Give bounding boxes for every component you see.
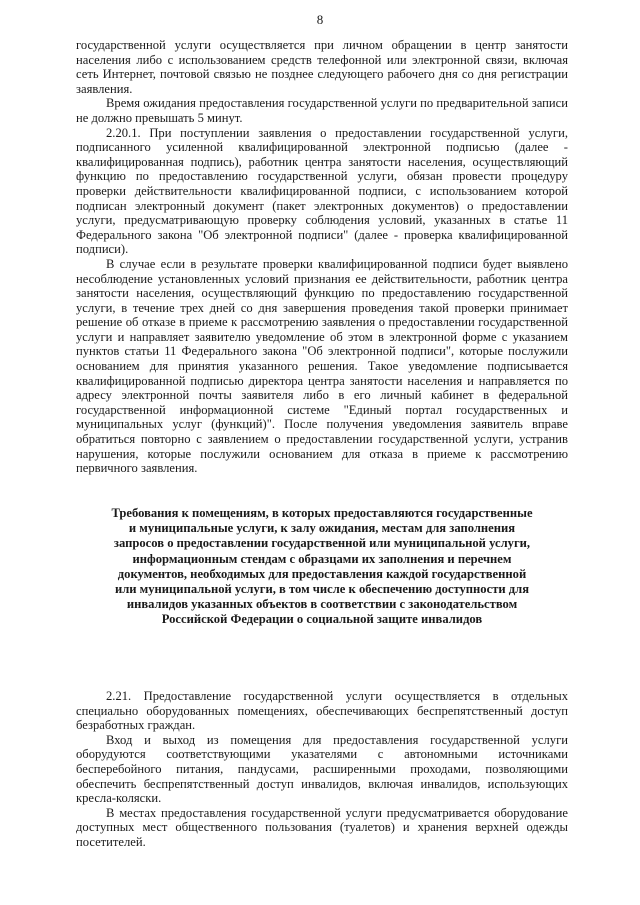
page-number: 8 [316, 12, 324, 27]
paragraph: 2.20.1. При поступлении заявления о предоставлении государственной услуги, подписанного усиленной квалифицированной электронной подписью (далее - квалифицированная подпись), работник центра занятости населения, осуществляющий функцию по предоставлению государственной услуги, обязан провести процедуру проверки действительности квалифицированной подписи, с использованием которой подписан электронный документ (пакет электронных документов) о предоставлении услуги, предусматривающую проверку соблюдения условий, указанных в статье 11 Федерального закона "Об электронной подписи" (далее - проверка квалифицированной подписи). [76, 125, 568, 257]
paragraph: Вход и выход из помещения для предоставления государственной услуги оборудуются соответствующими указателями с автономными источниками бесперебойного питания, пандусами, расширенными проходами, позволяющими обеспечить беспрепятственный доступ инвалидов, включая инвалидов, использующих кресла-коляски. [76, 732, 568, 806]
body-text [76, 38, 568, 476]
section-heading: Требования к помещениям, в которых предоставляются государственные и муниципальные услуги, к залу ожидания, местам для заполнения запросов о предоставлении государственной или муниципальной услуги, информационным стендам с образцами их заполнения и перечнем документов, необходимых для предоставления каждой государственной или муниципальной услуги, в том числе к обеспечению доступности для инвалидов указанных объектов в соответствии с законодательством Российской Федерации о социальной защите инвалидов [111, 506, 533, 627]
tail-text [76, 689, 568, 850]
paragraph: государственной услуги осуществляется при личном обращении в центр занятости населения либо с использованием средств телефонной или электронной связи, включая сеть Интернет, почтовой связью не позднее следующего рабочего дня со дня регистрации заявления. [76, 38, 568, 96]
paragraph: 2.21. Предоставление государственной услуги осуществляется в отдельных специально оборудованных помещениях, обеспечивающих беспрепятственный доступ безработных граждан. [76, 689, 568, 733]
paragraph: В случае если в результате проверки квалифицированной подписи будет выявлено несоблюдение установленных условий признания ее действительности, работник центра занятости населения, осуществляющий функцию по предоставлению государственной услуги, в течение трех дней со дня завершения проведения такой проверки принимает решение об отказе в приеме к рассмотрению заявления о предоставлении государственной услуги и направляет заявителю уведомление об этом в электронной форме с указанием пунктов статьи 11 Федерального закона "Об электронной подписи", которые послужили основанием для принятия указанного решения. Такое уведомление подписывается квалифицированной подписью директора центра занятости населения и направляется по адресу электронной почты заявителя либо в его личный кабинет в федеральной государственной информационной системе "Единый портал государственных и муниципальных услуг (функций)". После получения уведомления заявитель вправе обратиться повторно с заявлением о предоставлении государственной услуги, устранив нарушения, которые послужили основанием для отказа в приеме к рассмотрению первичного заявления. [76, 256, 568, 476]
paragraph: В местах предоставления государственной услуги предусматривается оборудование доступных мест общественного пользования (туалетов) и хранения верхней одежды посетителей. [76, 805, 568, 849]
paragraph: Время ожидания предоставления государственной услуги по предварительной записи не должно превышать 5 минут. [76, 96, 568, 125]
